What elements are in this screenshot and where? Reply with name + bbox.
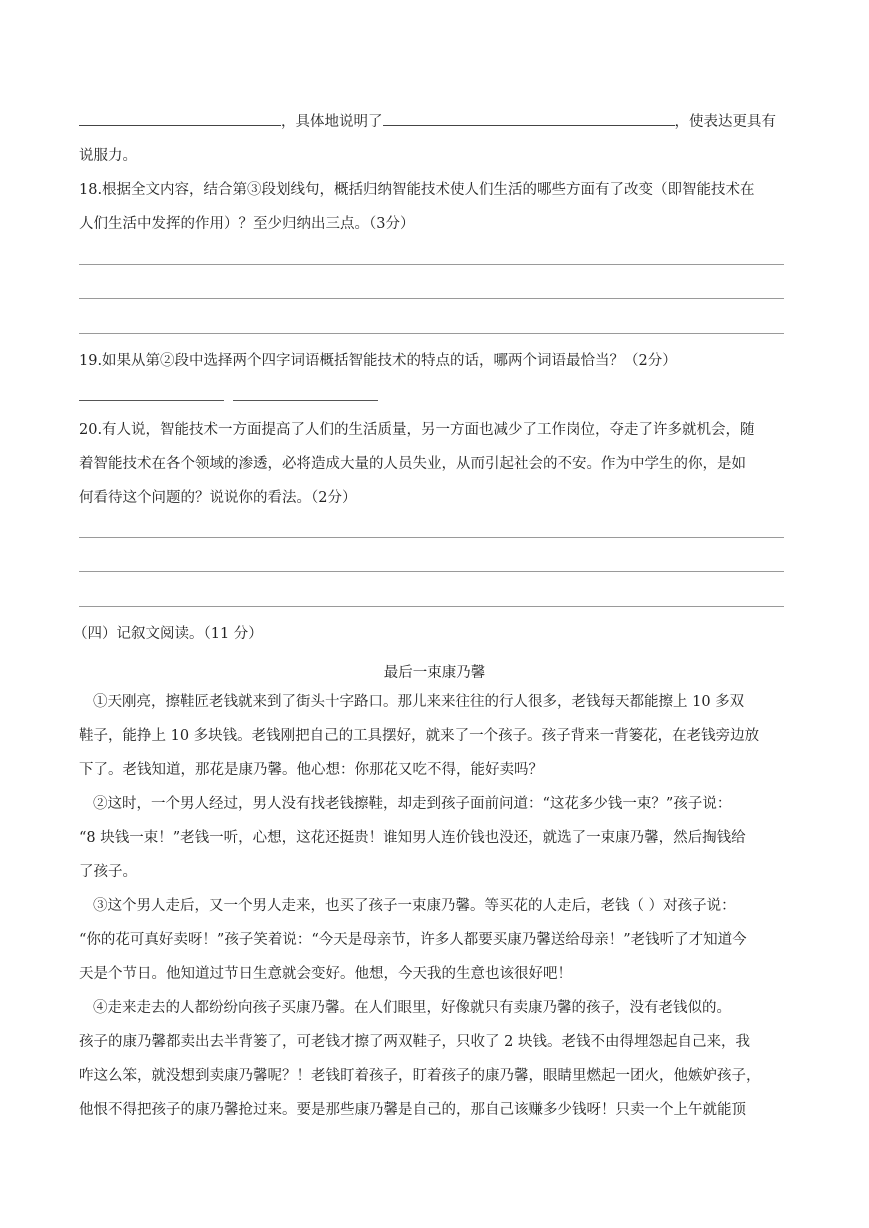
story-p1-line-2: 鞋子，能挣上 10 多块钱。老钱刚把自己的工具摆好，就来了一个孩子。孩子背来一背篓花，在老钱旁边放: [79, 728, 760, 744]
q18-line-2: 人们生活中发挥的作用）？至少归纳出三点。（3分）: [79, 216, 415, 232]
q20-line-2: 着智能技术在各个领域的渗透，必将造成大量的人员失业，从而引起社会的不安。作为中学生的你，是如: [79, 456, 746, 472]
story-title: 最后一束康乃馨: [383, 665, 486, 681]
story-p3-line-2: “你的花可真好卖呀！”孩子笑着说：“今天是母亲节，许多人都要买康乃馨送给母亲！”老钱听了才知道今: [79, 932, 747, 948]
q17-line-2: 说服力。: [79, 148, 137, 164]
answer-blank[interactable]: [383, 124, 675, 126]
story-p2-line-1: ②这时，一个男人经过，男人没有找老钱擦鞋，却走到孩子面前问道：“这花多少钱一束？”孩子说：: [93, 796, 732, 812]
story-p4-line-3: 咋这么笨，就没想到卖康乃馨呢？！老钱盯着孩子，盯着孩子的康乃馨，眼睛里燃起一团火，他嫉妒孩子，: [79, 1068, 761, 1084]
answer-line[interactable]: [79, 606, 784, 607]
q17-text-end: ，使表达更具有: [674, 114, 776, 130]
answer-line[interactable]: [79, 264, 784, 265]
story-p2-line-3: 了孩子。: [79, 864, 137, 880]
answer-line[interactable]: [79, 537, 784, 538]
story-p4-line-2: 孩子的康乃馨都卖出去半背篓了，可老钱才擦了两双鞋子，只收了 2 块钱。老钱不由得埋怨起自己来，我: [79, 1034, 750, 1050]
story-p4-line-1: ④走来走去的人都纷纷向孩子买康乃馨。在人们眼里，好像就只有卖康乃馨的孩子，没有老钱似的。: [93, 1000, 731, 1016]
story-p1-line-3: 下了。老钱知道，那花是康乃馨。他心想：你那花又吃不得，能好卖吗？: [79, 762, 543, 778]
answer-line[interactable]: [79, 298, 784, 299]
answer-blank-2[interactable]: [233, 400, 378, 401]
story-p4-line-4: 他恨不得把孩子的康乃馨抢过来。要是那些康乃馨是自己的，那自己该赚多少钱呀！只卖一个上午就能顶: [79, 1102, 746, 1118]
answer-line[interactable]: [79, 333, 784, 334]
section-heading: （四）记叙文阅读。（11 分）: [73, 626, 263, 642]
story-p1-line-1: ①天刚亮，擦鞋匠老钱就来到了街头十字路口。那儿来来往往的行人很多，老钱每天都能擦上 10 多双: [93, 694, 745, 710]
story-p2-line-2: “8 块钱一束！”老钱一听，心想，这花还挺贵！谁知男人连价钱也没还，就选了一束康乃馨，然后掏钱给: [79, 830, 746, 846]
q18-line-1: 18.根据全文内容，结合第③段划线句，概括归纳智能技术使人们生活的哪些方面有了改变（即智能技术在: [79, 182, 755, 198]
answer-blank[interactable]: [79, 124, 281, 126]
q19-line-1: 19.如果从第②段中选择两个四字词语概括智能技术的特点的话，哪两个词语最恰当？（2分）: [79, 353, 677, 369]
answer-line[interactable]: [79, 571, 784, 572]
q20-line-1: 20.有人说，智能技术一方面提高了人们的生活质量，另一方面也减少了工作岗位，夺走了许多就机会，随: [79, 422, 755, 438]
answer-blank-1[interactable]: [79, 400, 224, 401]
q17-text-mid: ，具体地说明了: [281, 114, 383, 130]
story-p3-line-1: ③这个男人走后，又一个男人走来，也买了孩子一束康乃馨。等买花的人走后，老钱（ ）对孩子说：: [93, 898, 736, 914]
story-p3-line-3: 天是个节日。他知道过节日生意就会变好。他想，今天我的生意也该很好吧！: [79, 966, 572, 982]
q17-line-1: [79, 115, 776, 130]
q20-line-3: 何看待这个问题的？说说你的看法。（2分）: [79, 490, 357, 506]
